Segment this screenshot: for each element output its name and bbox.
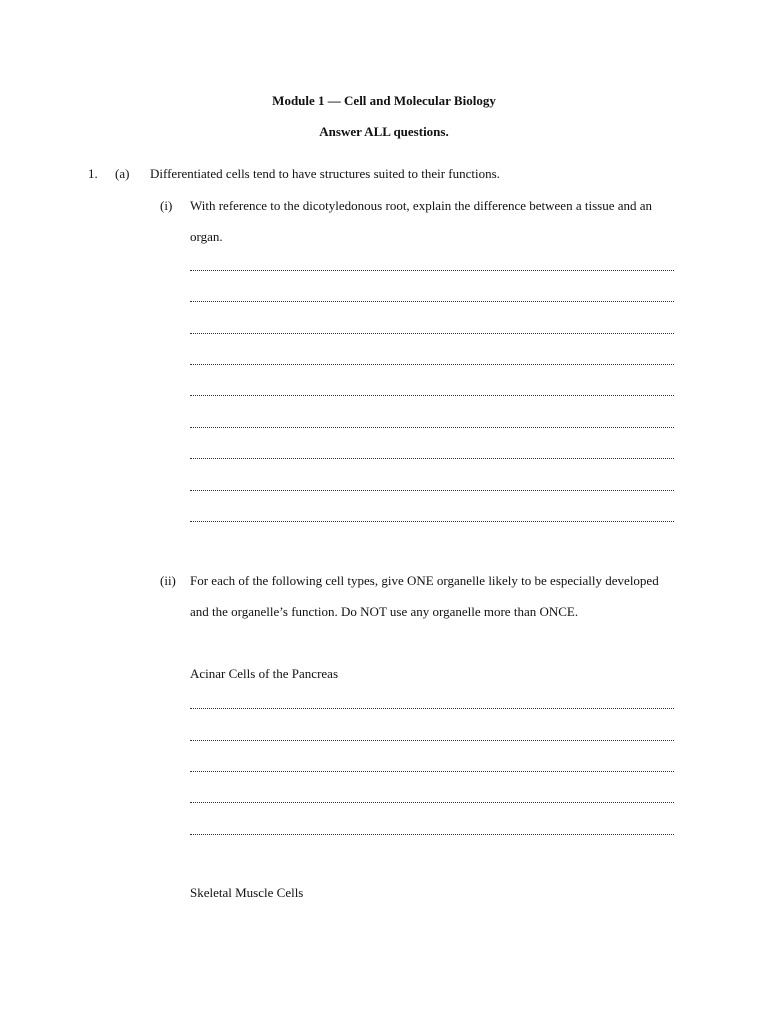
answer-line[interactable] xyxy=(190,458,674,459)
module-title: Module 1 — Cell and Molecular Biology xyxy=(272,93,496,108)
answer-line[interactable] xyxy=(190,395,674,396)
answer-line[interactable] xyxy=(190,740,674,741)
answer-line[interactable] xyxy=(190,521,674,522)
sub-ii-text-line2: and the organelle’s function. Do NOT use any organelle more than ONCE. xyxy=(190,604,579,619)
answer-line[interactable] xyxy=(190,834,674,835)
part-a-text: Differentiated cells tend to have structures suited to their functions. xyxy=(150,166,500,181)
answer-line[interactable] xyxy=(190,301,674,302)
instructions: Answer ALL questions. xyxy=(319,124,449,139)
sub-i-label: (i) xyxy=(160,198,173,213)
answer-line[interactable] xyxy=(190,802,674,803)
answer-line[interactable] xyxy=(190,708,674,709)
answer-line[interactable] xyxy=(190,490,674,491)
sub-ii-text-line1: For each of the following cell types, give ONE organelle likely to be especially developed xyxy=(190,573,659,588)
question-number: 1. xyxy=(88,166,98,181)
sub-ii-label: (ii) xyxy=(160,573,176,588)
sub-i-text-line1: With reference to the dicotyledonous root, explain the difference between a tissue and an xyxy=(190,198,653,213)
answer-line[interactable] xyxy=(190,427,674,428)
answer-line[interactable] xyxy=(190,333,674,334)
sub-i-text-line2: organ. xyxy=(190,229,223,244)
answer-line[interactable] xyxy=(190,364,674,365)
cell-type-skeletal: Skeletal Muscle Cells xyxy=(190,885,304,900)
answer-line[interactable] xyxy=(190,771,674,772)
part-a-label: (a) xyxy=(115,166,130,181)
answer-line[interactable] xyxy=(190,270,674,271)
cell-type-acinar: Acinar Cells of the Pancreas xyxy=(190,666,339,681)
